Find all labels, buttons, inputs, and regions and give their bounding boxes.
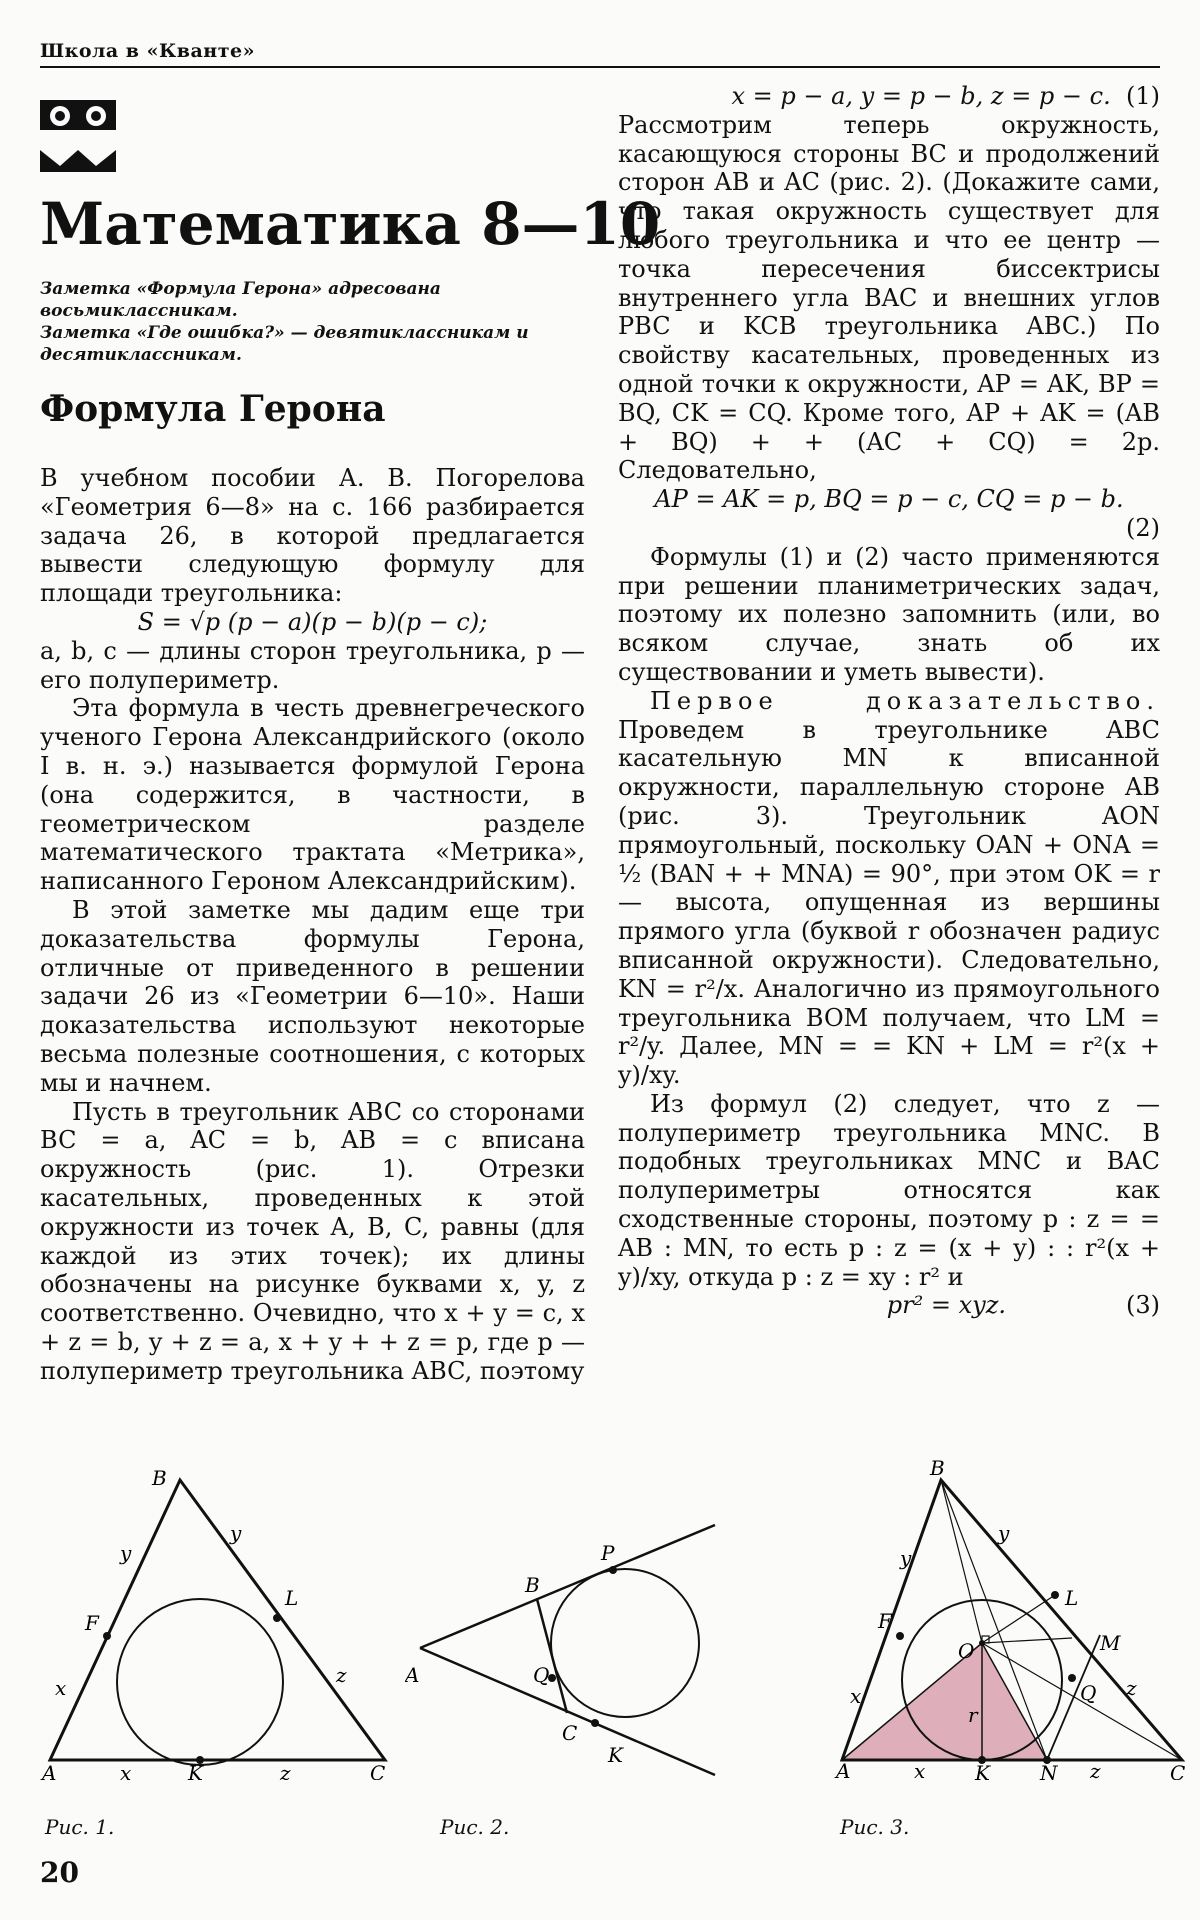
fig2-label: B [525,1573,540,1597]
formula-3-text: pr² = xyz. [886,1291,1006,1320]
fig2-label: P [601,1541,615,1565]
figure-3 [830,1460,1200,1780]
glasses-logo-icon [40,100,120,179]
fig3-label: x [850,1684,862,1708]
fig2-label: K [608,1743,623,1767]
figure-2 [405,1500,735,1780]
fig2-label: Q [533,1663,550,1687]
fig1-label: C [370,1761,386,1780]
paragraph: a, b, c — длины сторон треугольника, p — его полупериметр. [40,636,585,694]
fig1-label: K [188,1761,203,1780]
fig3-label: F [878,1609,892,1633]
heron-formula: S = √p (p − a)(p − b)(p − c); [137,607,488,636]
fig1-label: B [152,1466,167,1490]
fig1-label: F [85,1611,99,1635]
proof-text: Проведем в треугольнике ABC касательную MN к вписанной окружности, параллельную стороне AB (рис. 3). Треугольник AON прямоугольный, поскольку OAN + ONA = ½ (BAN + + MNA) = 90°, при этом OK = r — высота, опущенная из вершины прямого угла (буквой r обозначен радиус вписанной окружности). Следовательно, KN = r²/x. Аналогично из прямоугольного треугольника BOM получаем, что LM = r²/y. Далее, MN = = KN + LM = r²(x + y)/xy. [618,715,1160,1090]
fig3-label: N [1040,1761,1058,1780]
paragraph: Из формул (2) следует, что z — полупериметр треугольника MNC. В подобных треугольниках MNC и BAC полупериметры относятся как сходственные стороны, поэтому p : z = = AB : MN, то есть p : z = (x + y) : : r²(x + y)/xy, откуда p : z = xy : r² и [618,1089,1160,1291]
eq-number-3: (3) [1126,1291,1160,1320]
eq-number-2: (2) [1126,513,1160,542]
fig3-label: M [1100,1631,1121,1655]
paragraph: Формулы (1) и (2) часто применяются при решении планиметрических задач, поэтому их полезно запомнить (или, во всяком случае, знать об их существовании и уметь вывести). [618,542,1160,686]
figure-1 [40,1460,400,1780]
fig1-label: A [42,1761,57,1780]
fig1-label: y [120,1541,132,1565]
highlight-triangle [842,1643,1047,1760]
formula-3 [618,1291,1160,1320]
intro-note-1: Заметка «Формула Герона» адресована восьмиклассникам. [40,279,441,321]
fig3-label: K [975,1761,990,1780]
fig3-label: z [1090,1759,1101,1780]
page-number: 20 [40,1856,79,1889]
fig1-label: x [55,1676,67,1700]
proof-label: Первое доказательство. [650,686,1160,715]
article-title: Формула Герона [40,388,386,430]
paragraph: В этой заметке мы дадим еще три доказательства формулы Герона, отличные от приведенного в решении задачи 26 из «Геометрии 6—10». Наши доказательства используют некоторые весьма полезные соотношения, с которых мы и начнем. [40,895,585,1097]
proof-paragraph [618,687,1160,1090]
left-column [40,464,585,1386]
fig3-label: r [968,1703,978,1727]
fig2-label: C [562,1721,578,1745]
formula-2: AP = AK = p, BQ = p − c, CQ = p − b. [654,485,1124,514]
fig3-label: O [958,1639,975,1663]
fig2-label: A [405,1663,420,1687]
right-column [618,82,1160,1320]
fig3-label: A [836,1759,851,1780]
fig3-label: y [998,1521,1010,1545]
fig1-label: y [230,1521,242,1545]
paragraph: В учебном пособии А. В. Погорелова «Геометрия 6—8» на с. 166 разбирается задача 26, в которой предлагается вывести следующую формулу для площади треугольника: [40,464,585,608]
section-header: Школа в «Кванте» [40,40,255,62]
intro-notes [40,278,585,366]
header-rule [40,66,1160,68]
fig3-label: L [1065,1586,1079,1610]
paragraph: Рассмотрим теперь окружность, касающуюся стороны BC и продолжений сторон AB и AC (рис. 2). (Докажите сами, что такая окружность существует для любого треугольника и что ее центр — точка пересечения биссектрисы внутреннего угла BAC и внешних углов PBC и KCB треугольника ABC.) По свойству касательных, проведенных из одной точки к окружности, AP = AK, BP = BQ, CK = CQ. Кроме того, AP + AK = (AB + BQ) + + (AC + CQ) = 2p. Следовательно, [618,110,1160,485]
formula-1 [618,82,1160,111]
fig1-label: x [120,1761,132,1780]
figure-1-caption: Рис. 1. [45,1815,115,1839]
eq-number-1: (1) [1126,82,1160,110]
fig3-label: B [930,1460,945,1480]
fig1-label: z [336,1663,347,1687]
figure-3-caption: Рис. 3. [840,1815,910,1839]
fig3-label: x [914,1759,926,1780]
fig3-label: y [900,1546,912,1570]
fig3-label: z [1126,1676,1137,1700]
paragraph: Эта формула в честь древнегреческого ученого Герона Александрийского (около I в. н. э.) называется формулой Герона (она содержится, в частности, в геометрическом разделе математического трактата «Метрика», написанного Героном Александрийским). [40,694,585,896]
fig3-label: C [1170,1761,1186,1780]
intro-note-2: Заметка «Где ошибка?» — девятиклассникам и десятиклассникам. [40,323,529,365]
fig1-label: L [285,1586,299,1610]
page-title: Математика 8—10 [40,190,661,258]
figure-2-caption: Рис. 2. [440,1815,510,1839]
fig3-label: Q [1080,1681,1097,1705]
paragraph: Пусть в треугольник ABC со сторонами BC = a, AC = b, AB = c вписана окружность (рис. 1). Отрезки касательных, проведенных к этой окружности из точек A, B, C, равны (для каждой из этих точек); их длины обозначены на рисунке буквами x, y, z соответственно. Очевидно, что x + y = c, x + z = b, y + z = a, x + y + + z = p, где p — полупериметр треугольника ABC, поэтому [40,1097,585,1385]
fig1-label: z [280,1761,291,1780]
formula-1-text: x = p − a, y = p − b, z = p − c. [731,82,1111,110]
